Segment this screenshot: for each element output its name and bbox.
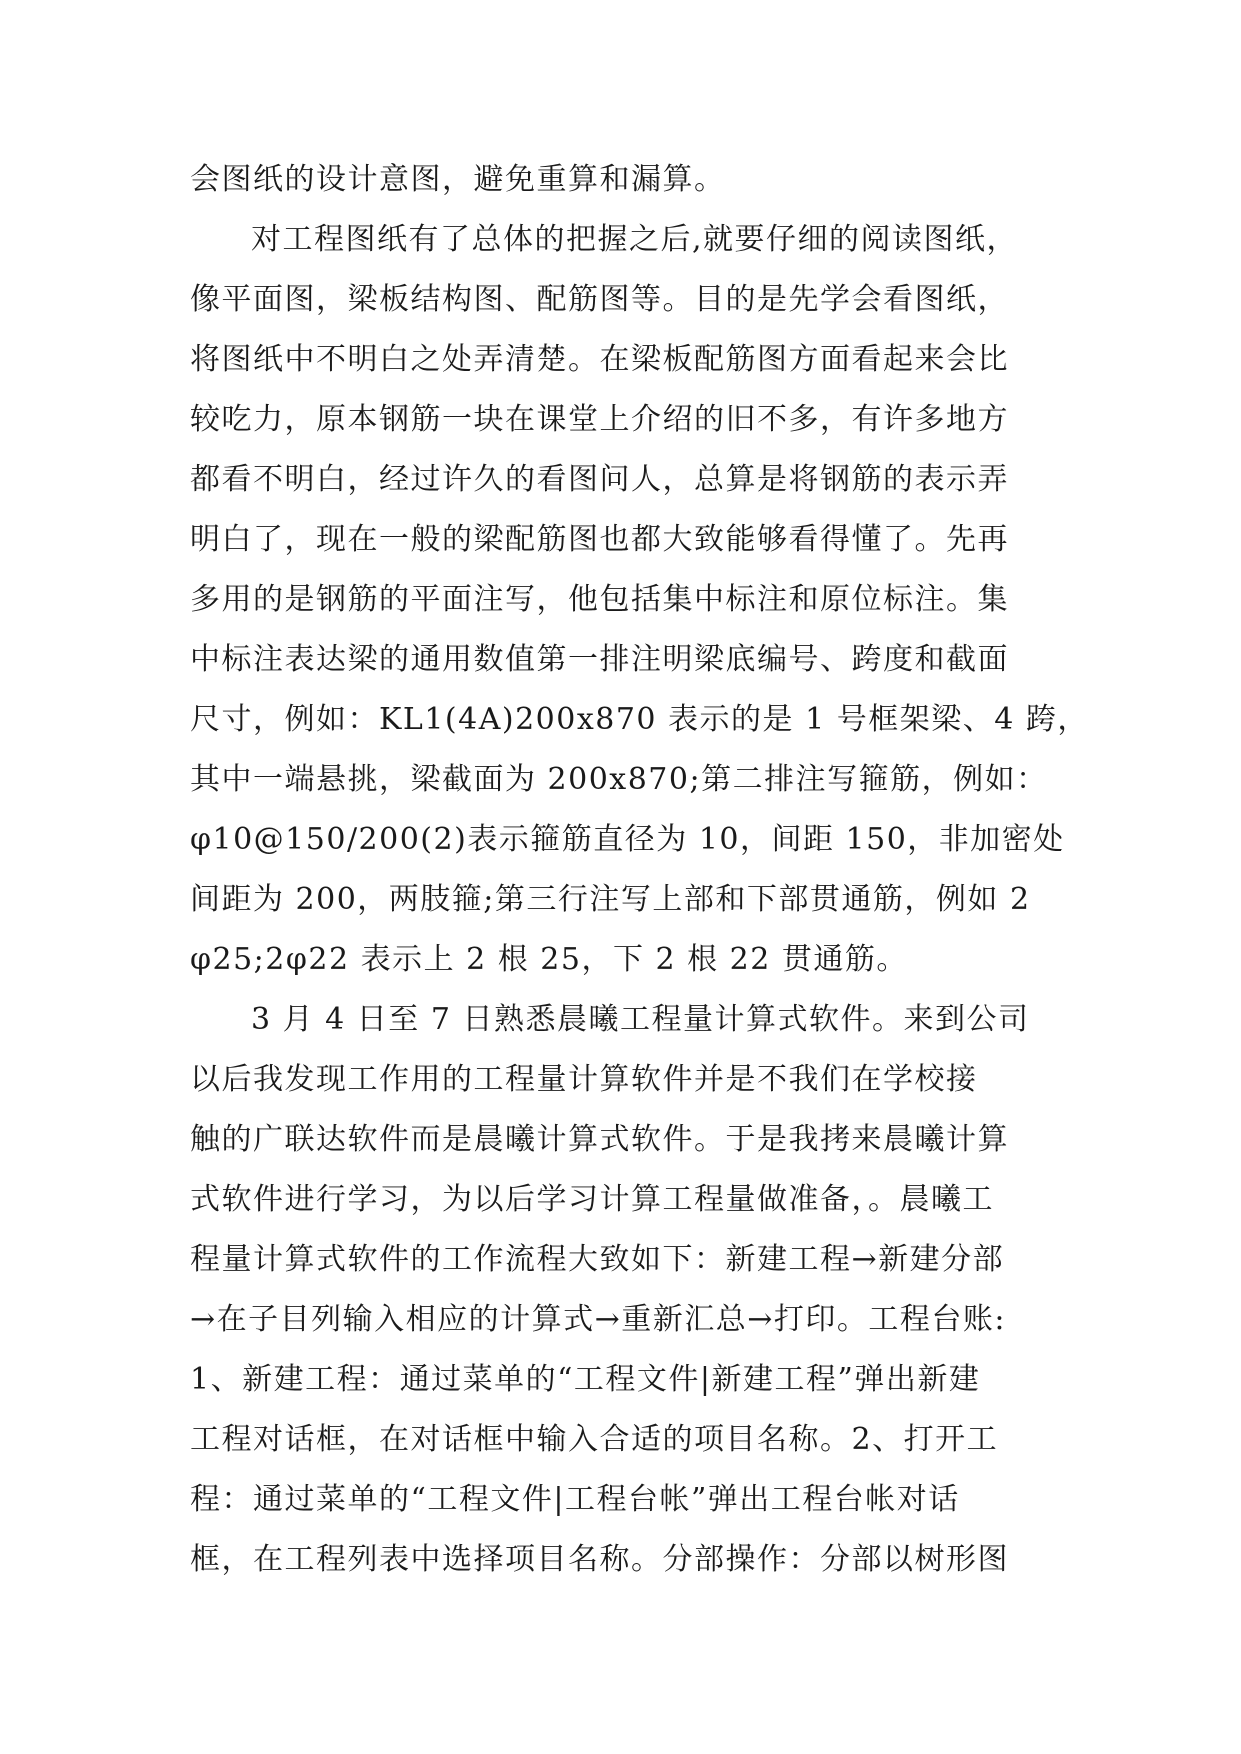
- text-line: 程量计算式软件的工作流程大致如下：新建工程→新建分部: [190, 1242, 1005, 1277]
- text-line: φ10@150/200(2)表示箍筋直径为 10，间距 150，非加密处: [190, 822, 1065, 857]
- text-line: 框，在工程列表中选择项目名称。分部操作：分部以树形图: [190, 1542, 1009, 1577]
- text-line: 中标注表达梁的通用数值第一排注明梁底编号、跨度和截面: [190, 642, 1009, 677]
- text-line: 3 月 4 日至 7 日熟悉晨曦工程量计算式软件。来到公司: [251, 1002, 1030, 1037]
- text-line: 触的广联达软件而是晨曦计算式软件。于是我拷来晨曦计算: [190, 1122, 1009, 1157]
- text-line: →在子目列输入相应的计算式→重新汇总→打印。工程台账:: [190, 1302, 1007, 1337]
- text-line: 对工程图纸有了总体的把握之后,就要仔细的阅读图纸，: [251, 222, 1019, 257]
- text-line: 以后我发现工作用的工程量计算软件并是不我们在学校接: [190, 1062, 978, 1097]
- text-line: 间距为 200，两肢箍;第三行注写上部和下部贯通筋，例如 2: [190, 882, 1031, 917]
- text-line: 工程对话框，在对话框中输入合适的项目名称。2、打开工: [190, 1422, 999, 1457]
- text-line: 将图纸中不明白之处弄清楚。在梁板配筋图方面看起来会比: [190, 342, 1009, 377]
- text-line: 程：通过菜单的“工程文件|工程台帐”弹出工程台帐对话: [190, 1482, 960, 1517]
- text-line: 会图纸的设计意图，避免重算和漏算。: [190, 162, 726, 197]
- text-line: 式软件进行学习，为以后学习计算工程量做准备，。晨曦工: [190, 1182, 994, 1217]
- text-line: 较吃力，原本钢筋一块在课堂上介绍的旧不多，有许多地方: [190, 402, 1009, 437]
- text-line: 尺寸，例如：KL1(4A)200x870 表示的是 1 号框架梁、4 跨，: [190, 702, 1089, 737]
- text-line: 多用的是钢筋的平面注写，他包括集中标注和原位标注。集: [190, 582, 1009, 617]
- body-text: [190, 150, 1089, 1590]
- text-line: φ25;2φ22 表示上 2 根 25，下 2 根 22 贯通筋。: [190, 942, 908, 977]
- text-line: 明白了，现在一般的梁配筋图也都大致能够看得懂了。先再: [190, 522, 1009, 557]
- text-line: 1、新建工程：通过菜单的“工程文件|新建工程”弹出新建: [190, 1362, 981, 1397]
- text-line: 像平面图，梁板结构图、配筋图等。目的是先学会看图纸，: [190, 282, 1009, 317]
- text-line: 其中一端悬挑，梁截面为 200x870;第二排注写箍筋，例如：: [190, 762, 1048, 797]
- text-line: 都看不明白，经过许久的看图问人，总算是将钢筋的表示弄: [190, 462, 1009, 497]
